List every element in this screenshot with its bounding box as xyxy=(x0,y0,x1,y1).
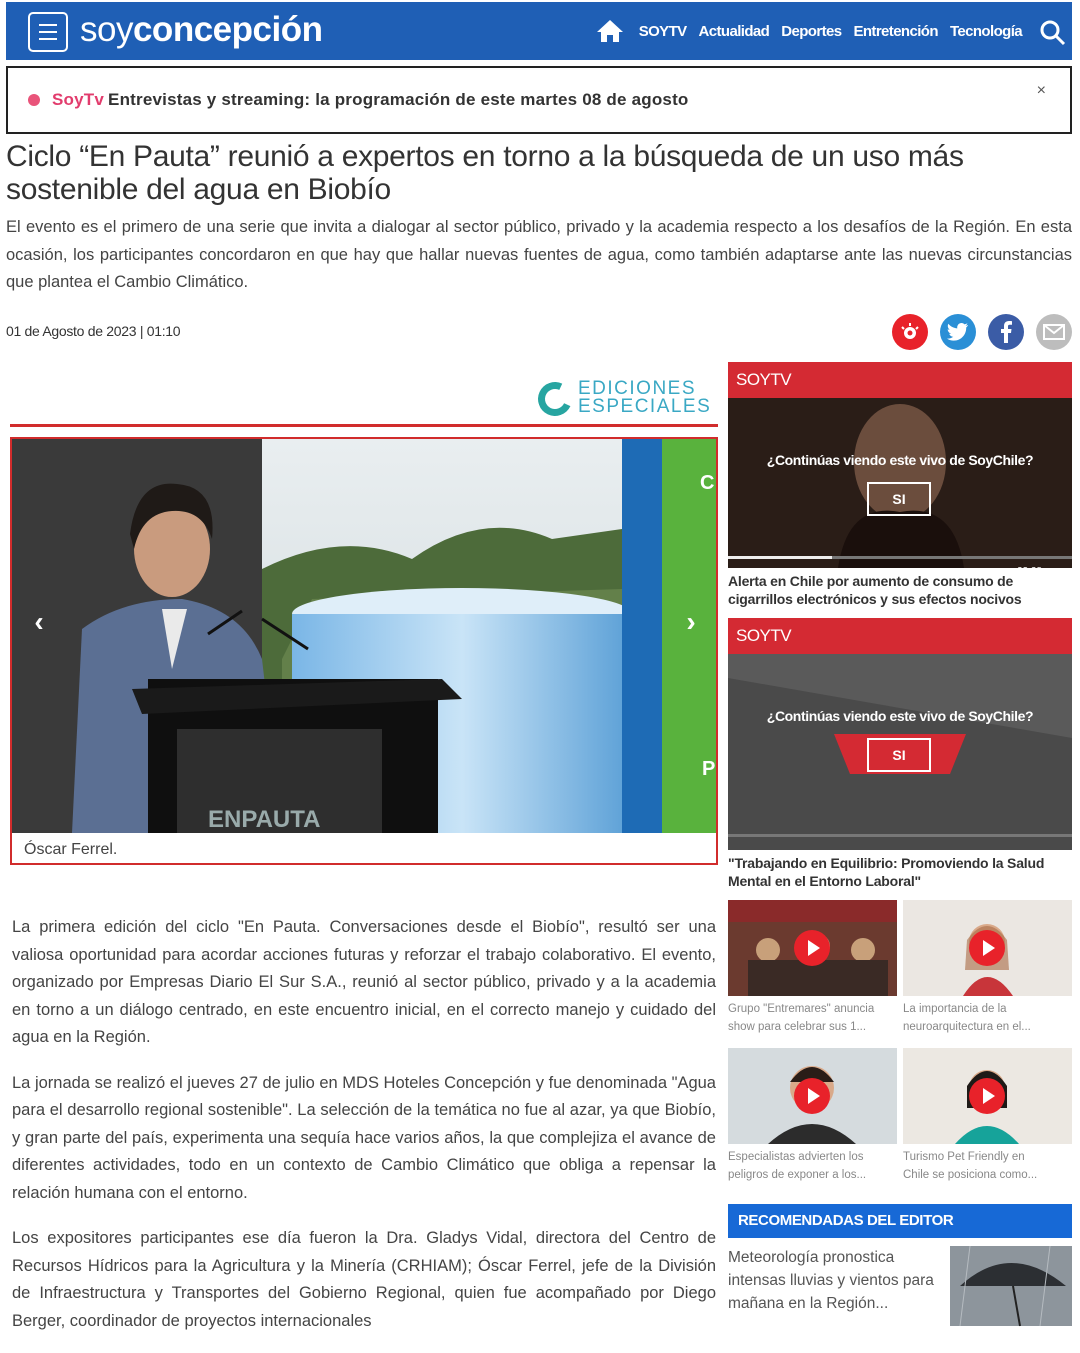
section-divider xyxy=(10,424,718,427)
search-icon[interactable] xyxy=(1040,20,1066,46)
recommended-item[interactable] xyxy=(728,1246,1072,1326)
thumb-caption: La importancia de la xyxy=(903,1003,1007,1015)
thumb-caption: Chile se posiciona como... xyxy=(903,1169,1038,1181)
twitter-icon[interactable] xyxy=(940,314,976,350)
article-photo xyxy=(12,439,716,833)
nav-item-entretencion[interactable]: Entretención xyxy=(853,22,938,40)
play-icon[interactable] xyxy=(794,930,830,966)
video-time: -23:28 xyxy=(1013,566,1042,577)
close-icon[interactable]: × xyxy=(1036,82,1046,99)
video-caption[interactable]: "Trabajando en Equilibrio: Promoviendo la Salud Mental en el Entorno Laboral" xyxy=(728,855,1045,889)
ticker-text[interactable]: Entrevistas y streaming: la programación de este martes 08 de agosto xyxy=(108,90,689,109)
video-thumbs xyxy=(728,900,1072,1190)
article-paragraph: Los expositores participantes ese día fueron la Dra. Gladys Vidal, directora del Centro de Recursos Hídricos para la Agricultura y la Minería (CRHIAM); Óscar Ferrel, jefe de la División de Infraestructura y Transportes del Gobierno Regional, quien fue acompañado por Diego Berger, coordinador de proyectos internacionales xyxy=(12,1229,716,1330)
nav-item-tecnologia[interactable]: Tecnología xyxy=(949,22,1022,40)
thumb-caption: Especialistas advierten los xyxy=(728,1151,864,1163)
photo-caption: Óscar Ferrel. xyxy=(24,841,118,858)
ediciones-logo-icon xyxy=(533,377,577,421)
svg-text:P: P xyxy=(702,758,716,780)
ticker-dot-icon xyxy=(28,94,40,106)
article-paragraph: La primera edición del ciclo "En Pauta. Conversaciones desde el Biobío", resultó ser una valiosa oportunidad para acordar acciones futuras y reforzar el trabajo colaborativo. El evento, organizado por Empresas Diario El Sur S.A., reunió al sector público, privado y a la academia en torno a un diálogo centrado, en este encuentro inicial, en el correcto manejo y cuidado del agua en la Región. xyxy=(12,918,716,1046)
gallery-prev-icon[interactable]: ‹ xyxy=(34,606,44,637)
facebook-icon[interactable] xyxy=(988,314,1024,350)
article-paragraph: La jornada se realizó el jueves 27 de julio en MDS Hoteles Concepción y fue denominada "Agua para el desarrollo regional sostenible". La selección de la temática no fue al azar, ya que Biobío, y gran parte del país, experimenta una sequía hace varios años, la que complejiza el avance de diferentes actividades, todo en un contexto de Cambio Climático que obliga a repensar la relación humana con el entorno. xyxy=(12,1073,716,1202)
video-thumb[interactable] xyxy=(728,900,897,1036)
thumb-caption: show para celebrar sus 1... xyxy=(728,1021,867,1033)
thumb-caption: neuroarquitectura en el... xyxy=(903,1021,1031,1033)
play-icon[interactable] xyxy=(969,930,1005,966)
thumb-caption: peligros de exponer a los... xyxy=(728,1169,867,1181)
thumb-caption: Grupo "Entremares" anuncia xyxy=(728,1003,875,1015)
article-body xyxy=(12,914,716,1353)
continue-yes-button[interactable]: SI xyxy=(867,482,931,516)
article-lead: El evento es el primero de una serie que invita a dialogar al sector público, privado y la academia respecto a los desafíos de la Región. En esta ocasión, los participantes concordaron en que hay que hallar nuevas fuentes de agua, como también adaptarse ante las nuevas circunstancias que plantea el Cambio Climático. xyxy=(6,218,1072,291)
continue-prompt: ¿Continúas viendo este vivo de SoyChile? xyxy=(766,708,1034,724)
logo-bold-text: concepción xyxy=(132,10,323,49)
video-player-1[interactable] xyxy=(728,362,1072,577)
sidebar xyxy=(728,362,1072,1326)
gallery-next-icon[interactable]: › xyxy=(686,606,696,637)
soytv-bar xyxy=(728,618,1072,654)
recommended-title[interactable]: Meteorología pronostica intensas lluvias y vientos para mañana en la Región... xyxy=(728,1249,934,1312)
logo-light-text: soy xyxy=(80,10,133,49)
continue-prompt: ¿Continúas viendo este vivo de SoyChile? xyxy=(766,452,1034,468)
recommended-header: RECOMENDADAS DEL EDITOR xyxy=(728,1204,1072,1238)
main-nav xyxy=(595,18,1028,44)
hamburger-menu-icon[interactable] xyxy=(28,12,68,52)
video-thumb[interactable] xyxy=(728,1048,897,1184)
continue-yes-button[interactable]: SI xyxy=(867,738,931,772)
ediciones-logo-line2: ESPECIALES xyxy=(578,396,712,417)
soytv-bar xyxy=(728,362,1072,398)
play-icon[interactable] xyxy=(794,1078,830,1114)
alert-share-icon[interactable] xyxy=(892,314,928,350)
video-thumb[interactable] xyxy=(903,1048,1072,1184)
svg-text:C: C xyxy=(700,472,715,494)
share-buttons xyxy=(892,314,1072,350)
nav-item-actualidad[interactable]: Actualidad xyxy=(698,22,770,40)
breaking-ticker[interactable] xyxy=(6,66,1072,134)
nav-item-deportes[interactable]: Deportes xyxy=(781,22,842,40)
video-thumb[interactable] xyxy=(903,900,1072,1036)
ticker-brand: SoyTv xyxy=(52,90,105,109)
soytv-brand: SOYTV xyxy=(736,626,792,645)
ediciones-logo-line1: EDICIONES xyxy=(578,378,697,399)
email-icon[interactable] xyxy=(1036,314,1072,350)
photo-gallery xyxy=(10,437,718,865)
thumb-caption: Turismo Pet Friendly en xyxy=(903,1151,1025,1163)
video-caption[interactable]: Alerta en Chile por aumento de consumo de cigarrillos electrónicos y sus efectos nocivos xyxy=(728,573,1022,607)
site-logo[interactable] xyxy=(80,10,322,50)
recommended-image[interactable] xyxy=(950,1246,1072,1326)
home-icon[interactable] xyxy=(595,18,625,44)
video-player-2[interactable] xyxy=(728,618,1072,850)
podium-logo-text: ENPAUTA xyxy=(208,806,321,833)
top-navbar xyxy=(6,2,1072,60)
ediciones-especiales-logo[interactable] xyxy=(538,378,710,422)
article-date: 01 de Agosto de 2023 | 01:10 xyxy=(6,323,181,339)
soytv-brand: SOYTV xyxy=(736,370,792,389)
play-icon[interactable] xyxy=(969,1078,1005,1114)
nav-item-soytv[interactable]: SOYTV xyxy=(638,22,687,40)
article-headline: Ciclo “En Pauta” reunió a expertos en torno a la búsqueda de un uso más sostenible del agua en Biobío xyxy=(6,140,964,206)
